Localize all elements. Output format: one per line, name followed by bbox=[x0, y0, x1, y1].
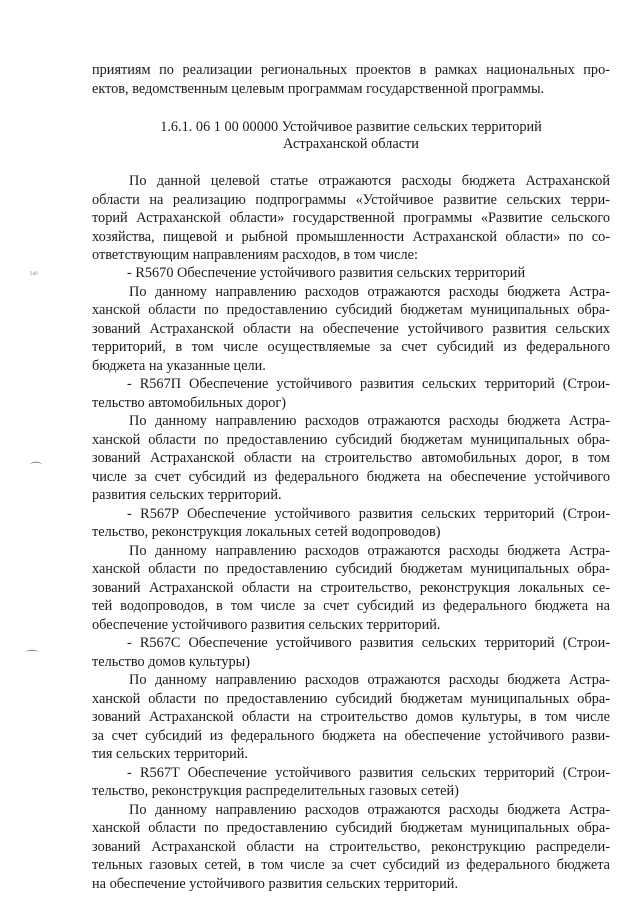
paragraph-line: зований Астраханской области на строительство автомобильных дорог, в том bbox=[92, 450, 610, 466]
paragraph-line: ханской области по предоставлению субсидий бюджетам муниципальных обра- bbox=[92, 820, 610, 836]
scan-artifact-icon: ⌒ bbox=[26, 649, 39, 663]
intro-line: приятиям по реализации региональных проектов в рамках национальных про- bbox=[92, 62, 610, 78]
intro-line: ектов, ведомственным целевым программам государственной программы. bbox=[92, 81, 545, 97]
paragraph-line: зований Астраханской области на строительство, реконструкцию распредели- bbox=[92, 839, 610, 855]
paragraph-line: на обеспечение устойчивого развития сельских территорий. bbox=[92, 876, 459, 892]
paragraph-line: По данной целевой статье отражаются расходы бюджета Астраханской bbox=[129, 173, 610, 189]
expense-code-item: - R5670 Обеспечение устойчивого развития сельских территорий bbox=[127, 265, 526, 281]
paragraph-line: тельных газовых сетей, в том числе за счет субсидий из федерального бюджета bbox=[92, 857, 610, 873]
paragraph-line: бюджета на указанные цели. bbox=[92, 358, 266, 374]
expense-code-item: - R567T Обеспечение устойчивого развития сельских территорий (Строи- bbox=[127, 765, 610, 781]
expense-code-item: тельство домов культуры) bbox=[92, 654, 250, 670]
paragraph-line: ханской области по предоставлению субсидий бюджетам муниципальных обра- bbox=[92, 561, 610, 577]
paragraph-line: ответствующим направлениям расходов, в том числе: bbox=[92, 247, 418, 263]
paragraph-line: территорий, в том числе осуществляемые за счет субсидий из федерального bbox=[92, 339, 610, 355]
paragraph-line: По данному направлению расходов отражаются расходы бюджета Астра- bbox=[129, 413, 610, 429]
paragraph-line: ханской области по предоставлению субсидий бюджетам муниципальных обра- bbox=[92, 302, 610, 318]
paragraph-line: По данному направлению расходов отражаются расходы бюджета Астра- bbox=[129, 284, 610, 300]
scan-artifact-icon: ⌒ bbox=[30, 461, 43, 475]
expense-code-item: - R567C Обеспечение устойчивого развития сельских территорий (Строи- bbox=[127, 635, 610, 651]
section-heading: 1.6.1. 06 1 00 00000 Устойчивое развитие сельских территорий bbox=[160, 119, 542, 135]
paragraph-line: зований Астраханской области на строительство, реконструкция локальных се- bbox=[92, 580, 610, 596]
paragraph-line: По данному направлению расходов отражаются расходы бюджета Астра- bbox=[129, 543, 610, 559]
paragraph-line: развития сельских территорий. bbox=[92, 487, 282, 503]
section-heading: Астраханской области bbox=[283, 136, 419, 152]
paragraph-line: тия сельских территорий. bbox=[92, 746, 249, 762]
expense-code-item: тельство, реконструкция локальных сетей водопроводов) bbox=[92, 524, 441, 540]
paragraph-line: обеспечение устойчивого развития сельских территорий. bbox=[92, 617, 441, 633]
paragraph-line: зований Астраханской области на строительство домов культуры, в том числе bbox=[92, 709, 610, 725]
paragraph-line: за счет субсидий из федерального бюджета на обеспечение устойчивого разви- bbox=[92, 728, 610, 744]
expense-code-item: - R567P Обеспечение устойчивого развития сельских территорий (Строи- bbox=[127, 506, 610, 522]
paragraph-line: зований Астраханской области на обеспечение устойчивого развития сельских bbox=[92, 321, 610, 337]
expense-code-item: тельство автомобильных дорог) bbox=[92, 395, 286, 411]
expense-code-item: - R567П Обеспечение устойчивого развития сельских территорий (Строи- bbox=[127, 376, 610, 392]
paragraph-line: ханской области по предоставлению субсидий бюджетам муниципальных обра- bbox=[92, 691, 610, 707]
paragraph-line: По данному направлению расходов отражаются расходы бюджета Астра- bbox=[129, 672, 610, 688]
paragraph-line: торий Астраханской области» государственной программы «Развитие сельского bbox=[92, 210, 610, 226]
paragraph-line: области на реализацию подпрограммы «Устойчивое развитие сельских терри- bbox=[92, 192, 610, 208]
paragraph-line: тей водопроводов, в том числе за счет субсидий из федерального бюджета на bbox=[92, 598, 610, 614]
paragraph-line: ханской области по предоставлению субсидий бюджетам муниципальных обра- bbox=[92, 432, 610, 448]
expense-code-item: тельство, реконструкция распределительных газовых сетей) bbox=[92, 783, 459, 799]
paragraph-line: числе за счет субсидий из федерального бюджета на обеспечение устойчивого bbox=[92, 469, 610, 485]
margin-page-number: 540 bbox=[30, 271, 38, 276]
paragraph-line: По данному направлению расходов отражаются расходы бюджета Астра- bbox=[129, 802, 610, 818]
paragraph-line: хозяйства, пищевой и рыбной промышленности Астраханской области» по со- bbox=[92, 229, 610, 245]
